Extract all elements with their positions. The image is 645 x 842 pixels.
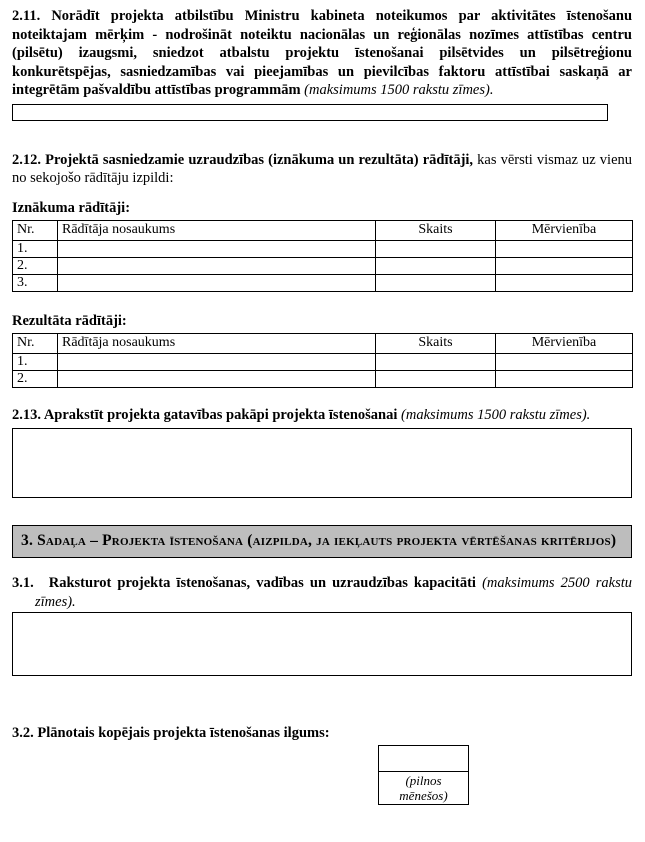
indicator-name-cell[interactable]	[58, 240, 376, 257]
indicator-name-cell[interactable]	[58, 257, 376, 274]
indicator-unit-cell[interactable]	[496, 353, 633, 370]
section-2-11-text: Norādīt projekta atbilstību Ministru kabineta noteikumos par aktivitātes īstenošanu noteiktajam mērķim - nodrošināt noteiktu nacionālas un reģionālas nozīmes attīstības centru (pilsētu) izaugsmi, sniedzot atbalstu projektu īstenošanai pilsētvides un pilsētreģionu konkurētspējas, sasniedzamības vai pieejamības un pievilcības faktoru attīstībai saskaņā ar integrētām pašvaldību attīstības programmām	[12, 8, 633, 98]
section-3-2-text: Plānotais kopējais projekta īstenošanas ilgums:	[37, 725, 330, 741]
indicator-unit-cell[interactable]	[496, 274, 633, 291]
section-2-13-text: Aprakstīt projekta gatavības pakāpi projekta īstenošanai	[43, 406, 398, 423]
row-number: 2.	[13, 370, 58, 387]
outcome-col-header-count: Skaits	[376, 220, 496, 240]
outcome-indicators-table	[12, 220, 633, 292]
section-2-12-text: kas vērsti vismaz uz vienu no sekojošo rādītāju izpildi:	[12, 151, 633, 186]
indicator-name-cell[interactable]	[58, 370, 376, 387]
duration-unit-note: (pilnos mēnešos)	[379, 772, 469, 805]
result-indicators-table	[12, 333, 633, 388]
duration-table	[378, 745, 469, 805]
section-2-11-paragraph	[12, 7, 632, 100]
section-2-12-bold-text: Projektā sasniedzamie uzraudzības (iznākuma un rezultāta) rādītāji,	[45, 151, 474, 168]
outcome-col-header-unit: Mērvienība	[496, 220, 633, 240]
table-row	[13, 370, 633, 387]
section-3-1-note: (maksimums 2500 rakstu zīmes).	[35, 575, 633, 610]
section-2-11-note: (maksimums 1500 rakstu zīmes).	[304, 82, 494, 98]
section-3-2-number: 3.2.	[12, 725, 34, 741]
indicator-unit-cell[interactable]	[496, 257, 633, 274]
section-2-11-input[interactable]	[12, 104, 608, 121]
section-3-2	[12, 724, 632, 805]
indicator-unit-cell[interactable]	[496, 370, 633, 387]
section-3-header	[12, 525, 632, 558]
section-2-13-textarea[interactable]	[12, 428, 632, 498]
outcome-col-header-name: Rādītāja nosaukums	[58, 220, 376, 240]
duration-input-cell[interactable]	[379, 746, 469, 772]
row-number: 1.	[13, 240, 58, 257]
row-number: 2.	[13, 257, 58, 274]
table-row	[13, 257, 633, 274]
indicator-count-cell[interactable]	[376, 353, 496, 370]
indicator-unit-cell[interactable]	[496, 240, 633, 257]
section-3-1-text: Raksturot projekta īstenošanas, vadības un uzraudzības kapacitāti	[48, 575, 476, 591]
duration-input-row	[379, 746, 469, 772]
result-col-header-name: Rādītāja nosaukums	[58, 333, 376, 353]
duration-note-row	[379, 772, 469, 805]
table-row	[13, 353, 633, 370]
indicator-name-cell[interactable]	[58, 353, 376, 370]
section-2-13-number: 2.13.	[12, 406, 41, 423]
table-row	[13, 240, 633, 257]
indicator-count-cell[interactable]	[376, 274, 496, 291]
section-2-12-paragraph	[12, 151, 632, 188]
section-3-2-label	[12, 724, 378, 743]
section-2-13-note: (maksimums 1500 rakstu zīmes).	[401, 406, 591, 423]
indicator-count-cell[interactable]	[376, 370, 496, 387]
outcome-table-title: Iznākuma rādītāji:	[12, 199, 131, 216]
section-3-1-paragraph	[12, 574, 632, 611]
section-2-12-number: 2.12.	[12, 151, 41, 168]
outcome-col-header-nr: Nr.	[13, 220, 58, 240]
section-2-13-paragraph	[12, 406, 632, 425]
table-row	[13, 274, 633, 291]
result-col-header-unit: Mērvienība	[496, 333, 633, 353]
indicator-count-cell[interactable]	[376, 240, 496, 257]
section-3-1-textarea[interactable]	[12, 612, 632, 676]
result-header-row	[13, 333, 633, 353]
indicator-count-cell[interactable]	[376, 257, 496, 274]
result-table-title: Rezultāta rādītāji:	[12, 312, 127, 329]
indicator-name-cell[interactable]	[58, 274, 376, 291]
row-number: 3.	[13, 274, 58, 291]
section-3-1-number: 3.1.	[12, 575, 34, 591]
result-col-header-count: Skaits	[376, 333, 496, 353]
section-2-11-number: 2.11.	[12, 8, 41, 24]
result-col-header-nr: Nr.	[13, 333, 58, 353]
section-3-heading-text: 3. Sadaļa – Projekta īstenošana (aizpilda, ja iekļauts projekta vērtēšanas kritērijos)	[21, 532, 617, 549]
row-number: 1.	[13, 353, 58, 370]
outcome-header-row	[13, 220, 633, 240]
